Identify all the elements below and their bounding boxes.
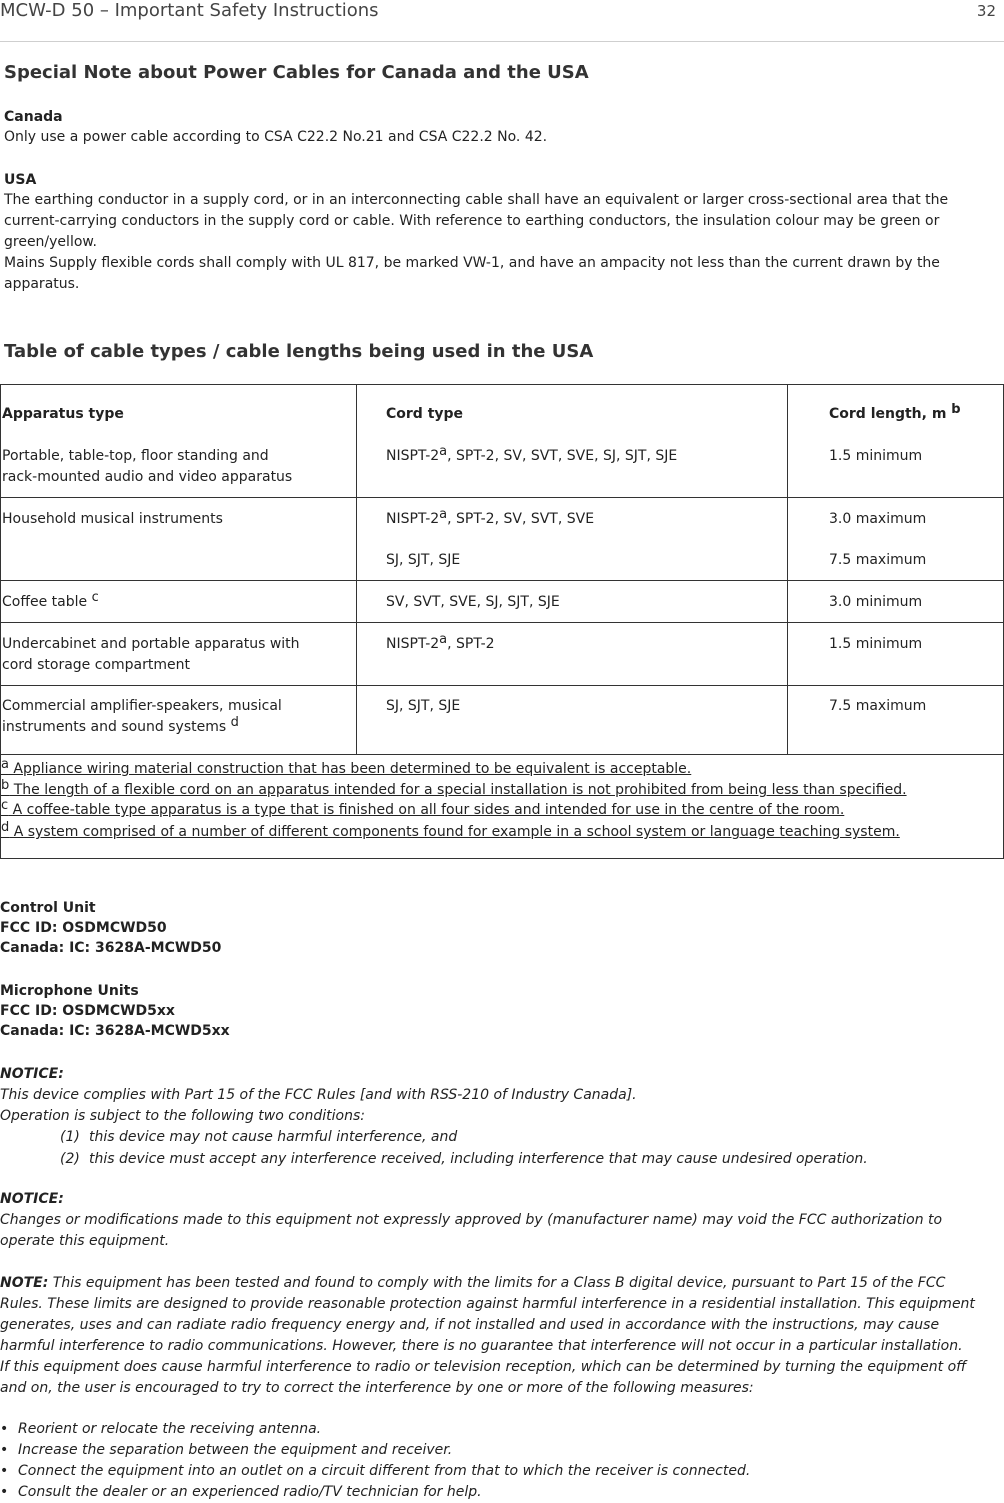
table-row-apparatus: Commercial amplifier-speakers, musical instruments and sound systems $^d$ <box>2 698 282 735</box>
usa-text-line: current-carrying conductors in the supply cord or cable. With reference to earthing conductors, the insulation colour may be green or <box>4 213 940 229</box>
usa-section <box>4 170 948 295</box>
bullet-icon: • <box>0 1484 9 1500</box>
table-row-cord: NISPT-2$^a$, SPT-2, SV, SVT, SVE <box>386 507 595 527</box>
microphone-units-ids <box>0 981 230 1041</box>
usa-text-line: The earthing conductor in a supply cord, or in an interconnecting cable shall have an equivalent or larger cross-sectional area that the <box>4 192 949 208</box>
table-row-length: 7.5 maximum <box>829 698 927 714</box>
usa-text-line: green/yellow. <box>4 234 98 250</box>
condition-number: (1) <box>60 1129 80 1145</box>
table-footnote: $^d$ A system comprised of a number of different components found for example in a school system or language teaching system. <box>1 820 900 840</box>
measure-list-item: • Reorient or relocate the receiving antenna. <box>0 1419 321 1440</box>
microphone-units-fcc-id: FCC ID: OSDMCWD5xx <box>0 1003 175 1019</box>
control-unit-ic-id: Canada: IC: 3628A-MCWD50 <box>0 940 222 956</box>
note-text-line: NOTE: This equipment has been tested and found to comply with the limits for a Class B digital device, pursuant to Part 15 of the FCC <box>0 1275 946 1291</box>
control-unit-fcc-id: FCC ID: OSDMCWD50 <box>0 920 167 936</box>
row-divider <box>1 685 1003 686</box>
bullet-icon: • <box>0 1421 9 1437</box>
condition-number: (2) <box>60 1151 80 1167</box>
note-text-line: and on, the user is encouraged to try to correct the interference by one or more of the following measures: <box>0 1380 754 1396</box>
table-footnote: $^b$ The length of a flexible cord on an apparatus intended for a special installation is not prohibited from being less than specified. <box>1 778 907 798</box>
document-header-title: MCW-D 50 – Important Safety Instructions <box>0 0 379 21</box>
notice-text-line: Operation is subject to the following two conditions: <box>0 1108 365 1124</box>
cable-table <box>0 384 1004 859</box>
measure-list-item: • Increase the separation between the equipment and receiver. <box>0 1440 452 1461</box>
measure-list-item: • Connect the equipment into an outlet on a circuit different from that to which the receiver is connected. <box>0 1461 750 1482</box>
row-divider <box>1 622 1003 623</box>
header-apparatus-type: Apparatus type <box>2 406 124 422</box>
usa-label: USA <box>4 172 37 188</box>
page-number: 32 <box>976 2 996 20</box>
table-row-apparatus: Undercabinet and portable apparatus with cord storage compartment <box>2 636 300 673</box>
column-divider <box>356 385 357 754</box>
table-row-length: 7.5 maximum <box>829 552 927 568</box>
footnote-mark: d <box>230 715 239 730</box>
table-footnote: $^a$ Appliance wiring material construction that has been determined to be equivalent is acceptable. <box>1 757 692 777</box>
modification-notice <box>0 1189 942 1252</box>
table-row-cord: NISPT-2$^a$, SPT-2 <box>386 632 495 652</box>
header-cord-type: Cord type <box>386 406 464 422</box>
note-text-line: If this equipment does cause harmful interference to radio or television reception, which can be determined by turning the equipment off <box>0 1359 967 1375</box>
note-text-line: generates, uses and can radiate radio frequency energy and, if not installed and used in accordance with the instructions, may cause <box>0 1317 940 1333</box>
header-cord-length: Cord length, m $^b$ <box>829 402 961 422</box>
condition-text: this device must accept any interference received, including interference that may cause undesired operation. <box>89 1151 868 1167</box>
table-row-length: 1.5 minimum <box>829 636 923 652</box>
notice-label: NOTICE: <box>0 1066 64 1082</box>
table-row-apparatus: Household musical instruments <box>2 511 223 527</box>
usa-text-line: apparatus. <box>4 276 80 292</box>
control-unit-ids <box>0 898 221 958</box>
fcc-notice <box>0 1064 637 1127</box>
table-row-cord: SV, SVT, SVE, SJ, SJT, SJE <box>386 594 560 610</box>
footnote-mark: a <box>439 444 448 459</box>
header-divider <box>0 41 1004 42</box>
table-row-length: 1.5 minimum <box>829 448 923 464</box>
canada-text: Only use a power cable according to CSA C22.2 No.21 and CSA C22.2 No. 42. <box>4 129 548 145</box>
notice-text-line: This device complies with Part 15 of the FCC Rules [and with RSS-210 of Industry Canada]. <box>0 1087 637 1103</box>
notice-text-line: operate this equipment. <box>0 1233 170 1249</box>
note-text-line: harmful interference to radio communications. However, there is no guarantee that interference will not occur in a particular installation. <box>0 1338 963 1354</box>
table-row-cord: SJ, SJT, SJE <box>386 552 461 568</box>
canada-section <box>4 107 547 148</box>
row-divider <box>1 580 1003 581</box>
microphone-units-title: Microphone Units <box>0 983 139 999</box>
table-row-cord: NISPT-2$^a$, SPT-2, SV, SVT, SVE, SJ, SJT, SJE <box>386 444 678 464</box>
table-row-length: 3.0 minimum <box>829 594 923 610</box>
cable-table-heading: Table of cable types / cable lengths being used in the USA <box>4 341 594 362</box>
class-b-note <box>0 1273 975 1399</box>
usa-text-line: Mains Supply flexible cords shall comply with UL 817, be marked VW-1, and have an ampacity not less than the current drawn by the <box>4 255 940 271</box>
notice-label: NOTICE: <box>0 1191 64 1207</box>
row-divider <box>1 754 1003 755</box>
footnote-mark: c <box>91 590 99 605</box>
column-divider <box>787 385 788 754</box>
row-divider <box>1 497 1003 498</box>
special-note-heading: Special Note about Power Cables for Canada and the USA <box>4 62 589 83</box>
bullet-icon: • <box>0 1442 9 1458</box>
notice-text-line: Changes or modifications made to this equipment not expressly approved by (manufacturer name) may void the FCC authorization to <box>0 1212 943 1228</box>
measure-list-item: • Consult the dealer or an experienced radio/TV technician for help. <box>0 1482 482 1503</box>
footnote-mark: a <box>439 507 448 522</box>
footnote-mark: b <box>951 402 961 417</box>
table-row-cord: SJ, SJT, SJE <box>386 698 461 714</box>
note-text-line: Rules. These limits are designed to provide reasonable protection against harmful interference in a residential installation. This equipment <box>0 1296 975 1312</box>
footnote-mark: a <box>439 632 448 647</box>
table-row-apparatus: Coffee table $^c$ <box>2 590 99 610</box>
bullet-icon: • <box>0 1463 9 1479</box>
table-row-length: 3.0 maximum <box>829 511 927 527</box>
condition-text: this device may not cause harmful interference, and <box>89 1129 458 1145</box>
microphone-units-ic-id: Canada: IC: 3628A-MCWD5xx <box>0 1023 230 1039</box>
table-footnote: $^c$ A coffee-table type apparatus is a type that is finished on all four sides and intended for use in the centre of the room. <box>1 798 845 818</box>
canada-label: Canada <box>4 109 63 125</box>
control-unit-title: Control Unit <box>0 900 96 916</box>
note-label: NOTE: <box>0 1275 49 1291</box>
table-row-apparatus: Portable, table-top, floor standing and rack-mounted audio and video apparatus <box>2 448 293 485</box>
